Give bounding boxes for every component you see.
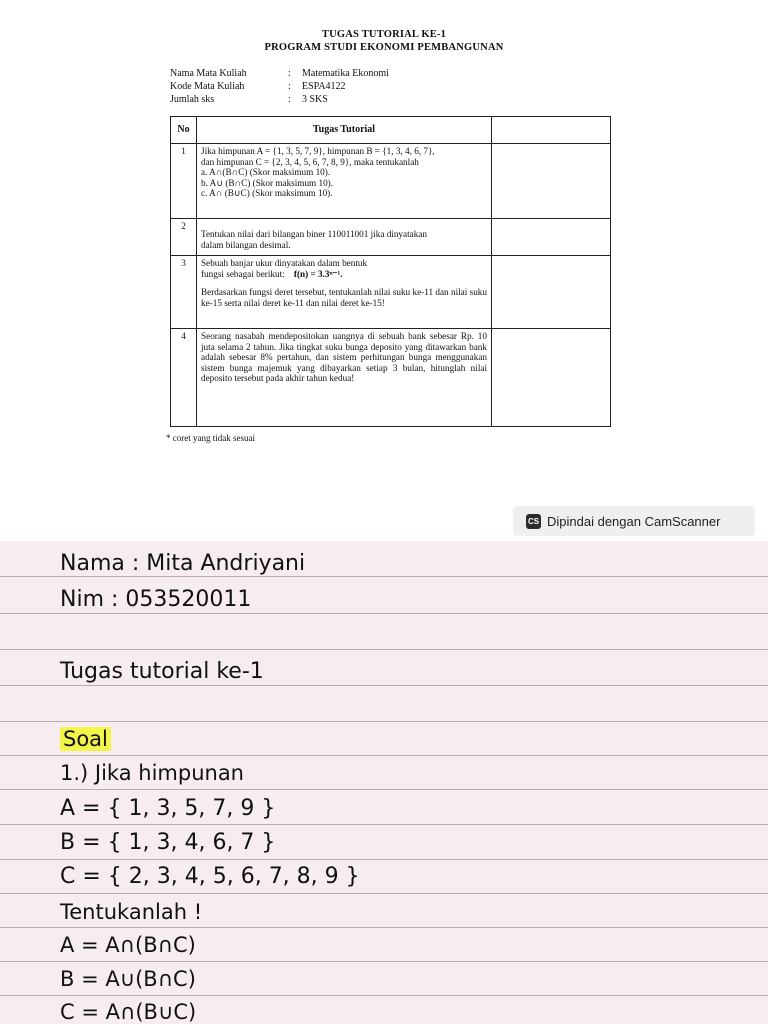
row-number: 1 [171, 144, 197, 219]
answer-cell [492, 256, 611, 329]
formula: f(n) = 3.3ⁿ⁻¹. [293, 268, 343, 279]
student-nim: Nim : 053520011 [60, 587, 252, 612]
part-a: A = A∩(B∩C) [60, 933, 196, 957]
meta-value: ESPA4122 [302, 81, 346, 92]
notebook-page [0, 541, 768, 1024]
row-number: 2 [171, 219, 197, 256]
header-task: Tugas Tutorial [197, 117, 492, 144]
task-cell: Jika himpunan A = {1, 3, 5, 7, 9}, himpunan B = {1, 3, 4, 6, 7}, dan himpunan C = {2, 3, 4, 5, 6, 7, 8, 9}, maka tentukanlah a. A∩(B∩C) (Skor maksimum 10). b. A∪ (B∩C) (Skor maksimum 10). c. A∩ (B∪C) (Skor maksimum 10). [197, 144, 492, 219]
part-b: B = A∪(B∩C) [60, 967, 196, 991]
table-row [171, 256, 611, 329]
table-row [171, 144, 611, 219]
task-table [170, 116, 611, 427]
part-c: C = A∩(B∪C) [60, 1000, 197, 1024]
table-header-row [171, 117, 611, 144]
answer-cell [492, 219, 611, 256]
camscanner-logo-icon: CS [526, 514, 541, 529]
meta-row-credits: Jumlah sks : 3 SKS [170, 94, 328, 105]
document-subtitle: PROGRAM STUDI EKONOMI PEMBANGUNAN [264, 42, 504, 53]
meta-value: 3 SKS [302, 94, 328, 105]
set-a: A = { 1, 3, 5, 7, 9 } [60, 796, 276, 821]
set-c: C = { 2, 3, 4, 5, 6, 7, 8, 9 } [60, 864, 360, 889]
task-cell: Tentukan nilai dari bilangan biner 110011001 jika dinyatakan dalam bilangan desimal. [197, 219, 492, 256]
table-row [171, 219, 611, 256]
soal-highlight: Soal [60, 727, 111, 751]
course-meta [170, 67, 389, 106]
table-row [171, 329, 611, 427]
meta-value: Matematika Ekonomi [302, 68, 389, 79]
meta-row-course-code: Kode Mata Kuliah : ESPA4122 [170, 81, 346, 92]
assignment-title: Tugas tutorial ke-1 [60, 659, 264, 684]
row-number: 4 [171, 329, 197, 427]
tentukan-label: Tentukanlah ! [60, 900, 203, 924]
meta-row-course-name: Nama Mata Kuliah : Matematika Ekonomi [170, 68, 389, 79]
task-cell: Sebuah banjar ukur dinyatakan dalam bentuk fungsi sebagai berikut: f(n) = 3.3ⁿ⁻¹. Berdasarkan fungsi deret tersebut, tentukanlah nilai suku ke-11 dan nilai suku ke-15 serta nilai deret ke-11 dan nilai deret ke-15! [197, 256, 492, 329]
header-answer [492, 117, 611, 144]
document-title: TUGAS TUTORIAL KE-1 [321, 29, 447, 40]
student-name: Nama : Mita Andriyani [60, 551, 306, 576]
set-b: B = { 1, 3, 4, 6, 7 } [60, 830, 276, 855]
task-cell: Seorang nasabah mendepositokan uangnya di sebuah bank sebesar Rp. 10 juta selama 2 tahun. Jika tingkat suku bunga deposito yang ditawarkan bank adalah sebesar 8% pertahun, dan sistem perhitungan bunga menggunakan sistem bunga majemuk yang dibayarkan setiap 3 bulan, hitunglah nilai deposito tersebut pada akhir tahun kedua! [197, 329, 492, 427]
answer-cell [492, 144, 611, 219]
question-1: 1.) Jika himpunan [60, 761, 244, 785]
answer-cell [492, 329, 611, 427]
header-no: No [171, 117, 197, 144]
soal-label [60, 727, 111, 751]
row-number: 3 [171, 256, 197, 329]
camscanner-badge [513, 506, 755, 536]
camscanner-text: Dipindai dengan CamScanner [547, 513, 721, 529]
footnote: * coret yang tidak sesuai [166, 433, 255, 443]
